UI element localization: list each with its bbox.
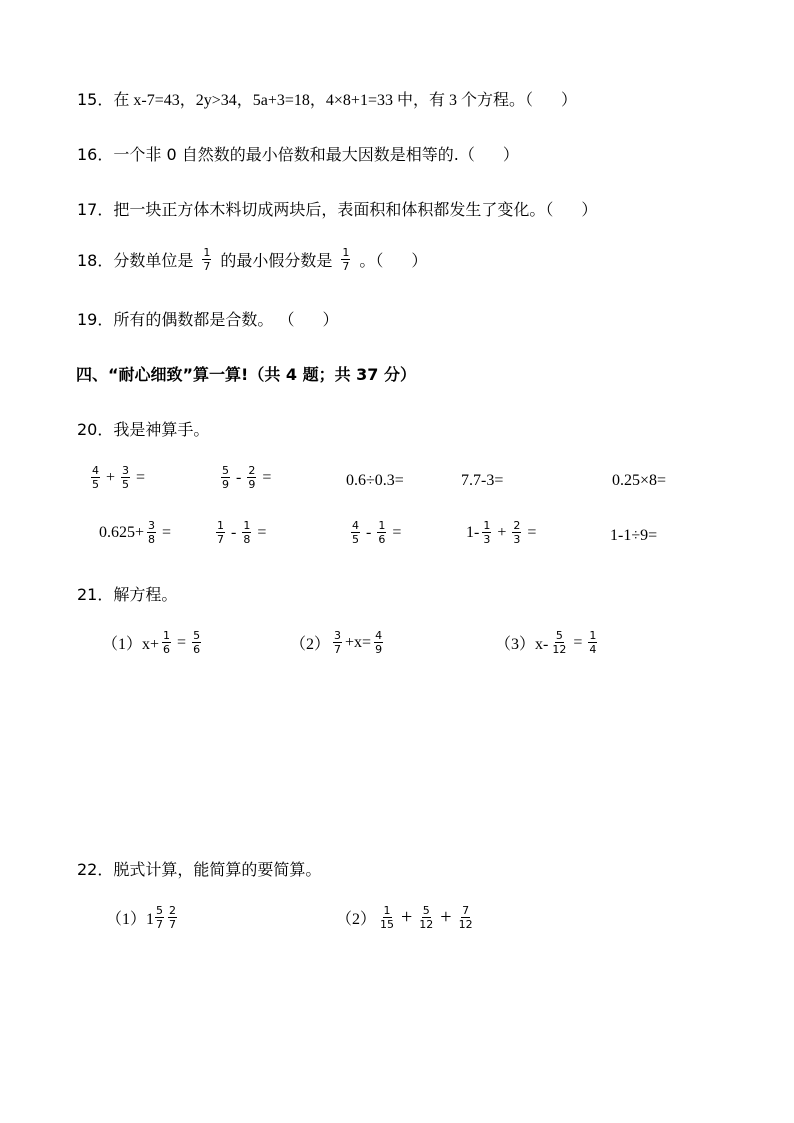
- fraction: $\frac{7}{12}$: [458, 904, 473, 931]
- question-15: [77, 87, 577, 110]
- fraction: $\frac{3}{8}$: [148, 519, 156, 546]
- fraction: $\frac{3}{7}$: [334, 629, 342, 656]
- equation-3: （3）x- $\frac{5}{12}$ = $\frac{1}{4}$: [495, 629, 597, 656]
- fraction: $\frac{5}{6}$: [193, 629, 201, 656]
- fraction: $\frac{1}{6}$: [163, 629, 171, 656]
- answer-bracket-close: ）: [581, 200, 598, 219]
- question-number: 20．: [77, 420, 114, 439]
- calc-problem-1: （1）1 $\frac{5}{7}$ $\frac{2}{7}$: [106, 904, 177, 931]
- equation-1: （1）x+ $\frac{1}{6}$ = $\frac{5}{6}$: [102, 629, 201, 656]
- question-number: 17．: [77, 200, 114, 219]
- calc-item: 0.625+ $\frac{3}{8}$ =: [99, 519, 172, 546]
- calc-item: 1-1÷9=: [610, 527, 658, 544]
- answer-bracket-close: ）: [502, 145, 519, 164]
- fraction: $\frac{1}{15}$: [380, 904, 395, 931]
- fraction: $\frac{4}{9}$: [375, 629, 383, 656]
- fraction: $\frac{4}{5}$: [92, 464, 99, 491]
- section-heading: 四、“耐心细致”算一算!（共 4 题；共 37 分）: [76, 365, 417, 384]
- calc-item: $\frac{5}{9}$ - $\frac{2}{9}$ =: [222, 464, 272, 491]
- fraction: $\frac{2}{7}$: [169, 904, 177, 931]
- calc-item: 0.6÷0.3=: [346, 472, 404, 489]
- fraction: $\frac{1}{8}$: [243, 519, 251, 546]
- calc-item: $\frac{1}{7}$ - $\frac{1}{8}$ =: [217, 519, 267, 546]
- question-text: 一个非 0 自然数的最小倍数和最大因数是相等的.（: [113, 145, 475, 164]
- question-18: [77, 246, 427, 273]
- fraction: $\frac{5}{7}$: [156, 904, 164, 931]
- question-text: 解方程。: [113, 585, 178, 604]
- equation-2: （2） $\frac{3}{7}$ +x= $\frac{4}{9}$: [290, 629, 383, 656]
- question-19: [77, 307, 338, 330]
- fraction: $\frac{4}{5}$: [352, 519, 359, 546]
- fraction: $\frac{1}{3}$: [483, 519, 491, 546]
- question-16: [77, 142, 519, 165]
- question-number: 18．: [77, 251, 114, 270]
- fraction: $\frac{3}{5}$: [122, 464, 130, 491]
- question-number: 19．: [77, 310, 114, 329]
- question-text: 在 x-7=43，2y>34，5a+3=18，4×8+1=33 中，有 3 个方程。（: [113, 92, 533, 109]
- fraction: $\frac{1}{6}$: [378, 519, 386, 546]
- calc-item: $\frac{4}{5}$ - $\frac{1}{6}$ =: [352, 519, 402, 546]
- fraction: $\frac{1}{4}$: [589, 629, 597, 656]
- calc-item: $\frac{4}{5}$ + $\frac{3}{5}$ =: [92, 464, 146, 491]
- fraction: $\frac{5}{9}$: [222, 464, 229, 491]
- fraction: $\frac{1}{7}$: [203, 246, 211, 273]
- fraction: $\frac{1}{7}$: [217, 519, 224, 546]
- question-number: 16．: [77, 145, 114, 164]
- question-text-c: 。（: [359, 251, 384, 270]
- calc-item: 0.25×8=: [612, 472, 667, 489]
- answer-bracket-close: ）: [560, 90, 577, 109]
- question-number: 22．: [77, 860, 114, 879]
- question-17: [77, 197, 597, 220]
- question-text-b: 的最小假分数是: [220, 251, 333, 270]
- answer-bracket-close: ）: [411, 251, 428, 270]
- calc-item: 7.7-3=: [461, 472, 504, 489]
- question-number: 15．: [77, 90, 114, 109]
- question-text: 所有的偶数都是合数。 （: [113, 310, 295, 329]
- question-number: 21．: [77, 585, 114, 604]
- fraction: $\frac{1}{7}$: [342, 246, 350, 273]
- question-text: 脱式计算，能简算的要简算。: [113, 860, 322, 879]
- question-20: [77, 417, 209, 440]
- question-text: 我是神算手。: [113, 420, 210, 439]
- fraction: $\frac{5}{12}$: [419, 904, 434, 931]
- fraction: $\frac{2}{9}$: [248, 464, 256, 491]
- answer-bracket-close: ）: [322, 310, 339, 329]
- fraction: $\frac{2}{3}$: [513, 519, 521, 546]
- question-21: [77, 582, 177, 605]
- question-text: 把一块正方体木料切成两块后，表面积和体积都发生了变化。（: [113, 200, 554, 219]
- question-text-a: 分数单位是: [113, 251, 194, 270]
- fraction: $\frac{5}{12}$: [552, 629, 567, 656]
- calc-item: 1- $\frac{1}{3}$ + $\frac{2}{3}$ =: [466, 519, 537, 546]
- question-22: [77, 857, 321, 880]
- calc-problem-2: （2） $\frac{1}{15}$ + $\frac{5}{12}$ + $\frac{7}{12}$: [336, 904, 473, 931]
